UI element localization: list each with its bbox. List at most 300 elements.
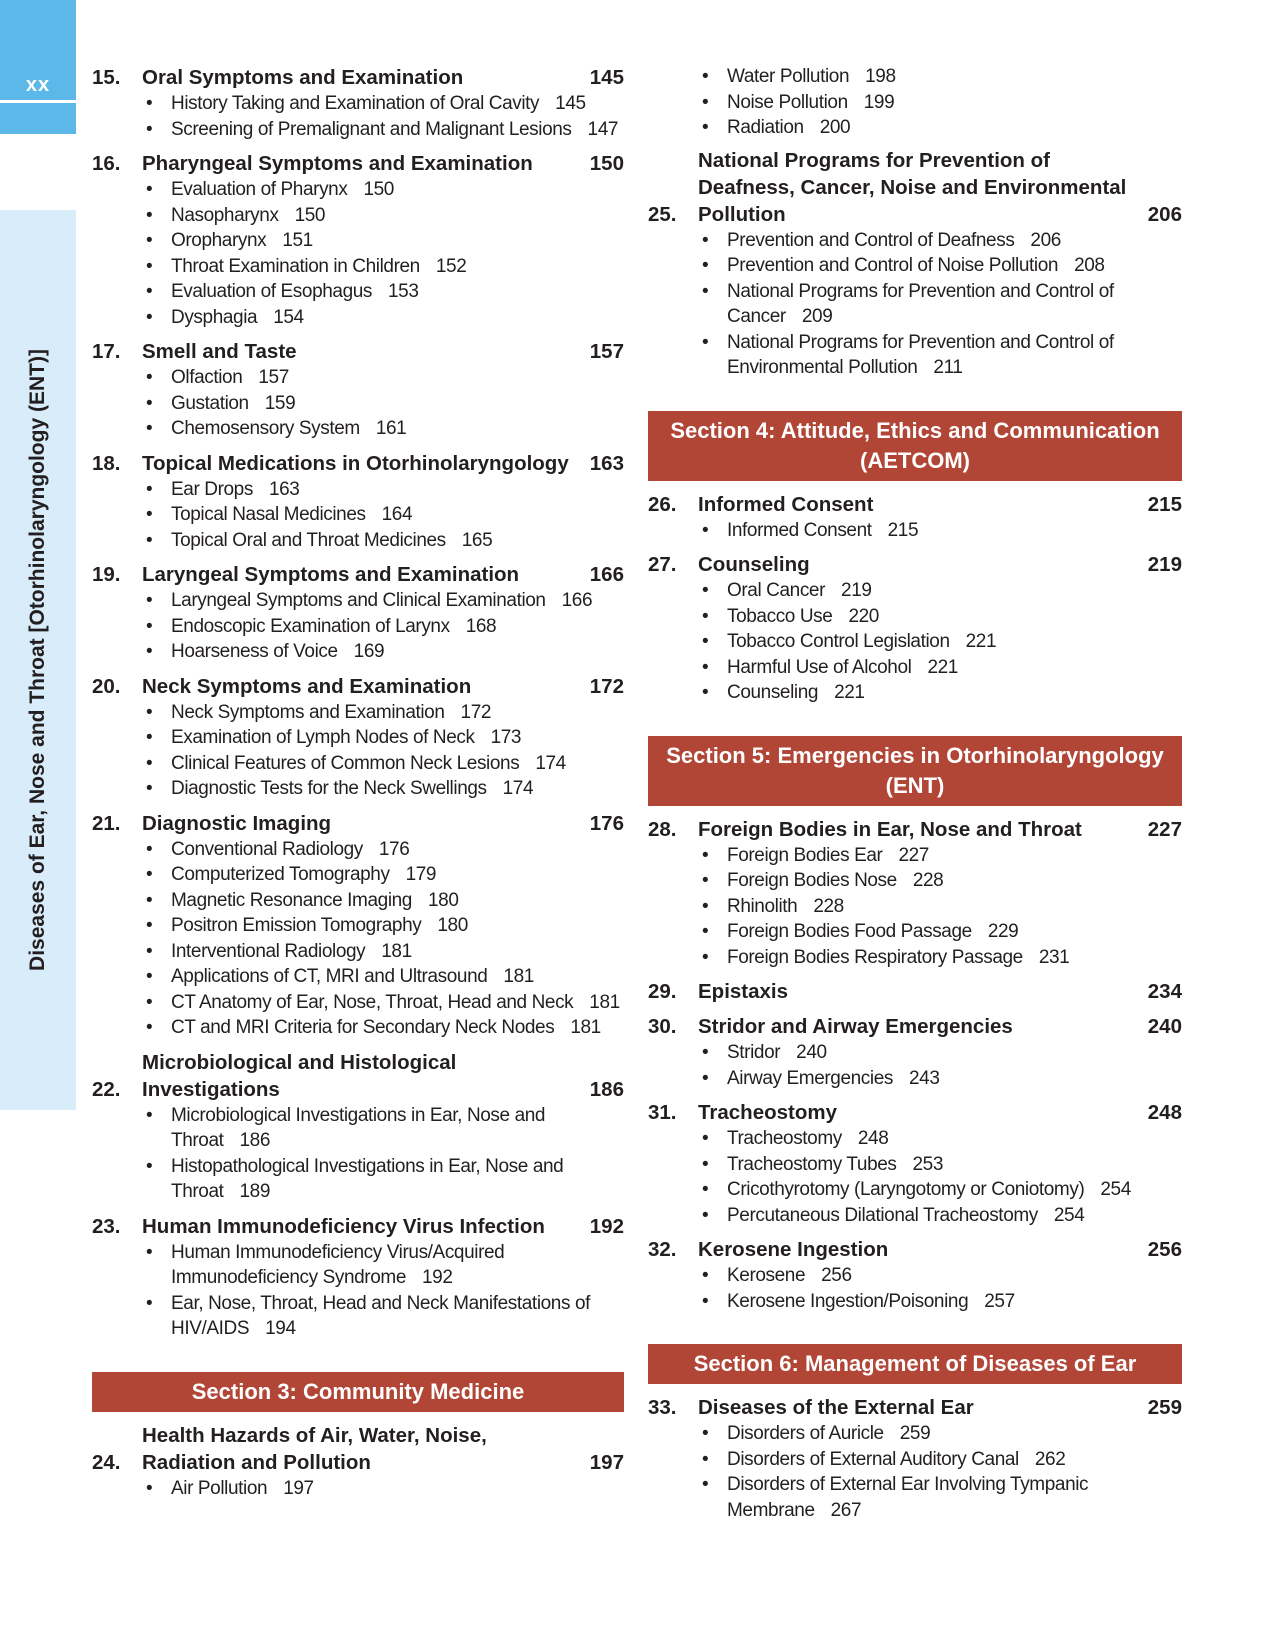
chapter-group xyxy=(648,491,1182,706)
topic-title: Kerosene Ingestion/Poisoning xyxy=(727,1290,969,1312)
chapter-page-number: 259 xyxy=(1147,1396,1182,1419)
topic-page-number: 165 xyxy=(461,529,493,551)
topic-page-number: 208 xyxy=(1074,255,1105,276)
topic-page-number: 157 xyxy=(258,367,289,388)
chapter-page-number: 166 xyxy=(589,563,624,586)
chapter-title: Laryngeal Symptoms and Examination xyxy=(142,563,520,586)
chapter-number: 18. xyxy=(92,451,121,475)
topic-page-number: 198 xyxy=(865,66,896,87)
chapter-heading xyxy=(648,491,1182,518)
page-tab xyxy=(0,0,76,134)
topic-item xyxy=(142,203,624,229)
chapter-entry xyxy=(92,673,624,802)
chapter-title: Topical Medications in Otorhinolaryngology xyxy=(142,451,569,475)
chapter-entry xyxy=(92,64,624,142)
topic-item xyxy=(142,776,624,802)
topic-page-number: 219 xyxy=(841,580,872,601)
topic-item xyxy=(698,1421,1182,1447)
topic-item xyxy=(142,614,624,640)
chapter-entry xyxy=(648,491,1182,544)
chapter-heading xyxy=(648,1099,1182,1126)
topic-page-number: 220 xyxy=(848,605,879,627)
topic-item xyxy=(142,502,624,528)
chapter-number: 31. xyxy=(648,1101,677,1124)
topic-title: Disorders of External Ear Involving Tympanic Membrane xyxy=(727,1474,1089,1521)
topic-item xyxy=(698,1289,1182,1315)
section-4-banner: Section 4: Attitude, Ethics and Communication (AETCOM) xyxy=(648,411,1182,481)
topic-item xyxy=(142,837,624,863)
topic-item xyxy=(698,279,1182,330)
chapter-page-number: 234 xyxy=(1147,980,1182,1003)
chapter-entry xyxy=(648,551,1182,706)
chapter-entry xyxy=(648,1236,1182,1314)
topic-title: Oropharynx xyxy=(171,230,267,251)
chapter-title: Microbiological and Histological Investigations xyxy=(142,1050,457,1101)
topic-item xyxy=(698,253,1182,279)
topic-item xyxy=(698,655,1182,681)
topic-title: Topical Oral and Throat Medicines xyxy=(171,529,446,551)
chapter-heading xyxy=(92,1213,624,1240)
chapter-title: Tracheostomy xyxy=(698,1101,837,1124)
topic-item xyxy=(142,700,624,726)
topic-page-number: 211 xyxy=(933,357,963,378)
topic-page-number: 197 xyxy=(283,1477,314,1499)
chapter-page-number: 248 xyxy=(1147,1101,1182,1124)
topic-item xyxy=(698,1263,1182,1289)
section-5-banner: Section 5: Emergencies in Otorhinolaryngology (ENT) xyxy=(648,736,1182,806)
left-column xyxy=(92,64,624,1509)
topic-page-number: 267 xyxy=(830,1499,862,1521)
topic-title: Microbiological Investigations in Ear, Nose and Throat xyxy=(171,1104,546,1151)
topic-item xyxy=(142,528,624,554)
topic-title: Air Pollution xyxy=(171,1477,268,1499)
topic-page-number: 163 xyxy=(268,478,300,500)
topic-page-number: 174 xyxy=(535,752,566,774)
chapter-number: 28. xyxy=(648,817,677,841)
topic-item xyxy=(142,990,624,1016)
topic-page-number: 168 xyxy=(465,615,497,637)
chapter-page-number: 186 xyxy=(589,1077,624,1101)
topic-item xyxy=(142,391,624,417)
chapter-page-number: 163 xyxy=(589,451,624,475)
topic-page-number: 164 xyxy=(381,504,413,525)
topic-title: Airway Emergencies xyxy=(727,1067,893,1089)
topic-page-number: 180 xyxy=(427,889,459,911)
topic-title: Tobacco Use xyxy=(727,605,833,627)
chapter-entry xyxy=(92,150,624,330)
chapter-page-number: 176 xyxy=(589,811,624,835)
topic-page-number: 253 xyxy=(912,1153,944,1175)
topic-page-number: 161 xyxy=(375,418,407,439)
chapter-number: 21. xyxy=(92,811,121,835)
topic-page-number: 186 xyxy=(239,1130,271,1151)
chapter-heading xyxy=(648,147,1182,228)
topic-item xyxy=(142,588,624,614)
chapter-entry xyxy=(92,561,624,665)
topic-page-number: 145 xyxy=(555,93,586,114)
chapter-entry xyxy=(648,1013,1182,1091)
topic-item xyxy=(142,1154,624,1205)
tab-divider xyxy=(0,100,76,103)
topic-item xyxy=(142,1103,624,1154)
chapter-title: Neck Symptoms and Examination xyxy=(142,674,472,698)
chapter-number: 22. xyxy=(92,1077,121,1101)
topic-title: Human Immunodeficiency Virus/Acquired Immunodeficiency Syndrome xyxy=(171,1241,505,1288)
topic-list xyxy=(92,837,624,1041)
topic-list xyxy=(92,1103,624,1205)
chapter-heading xyxy=(92,1422,624,1476)
topic-item xyxy=(142,416,624,442)
topic-title: Foreign Bodies Respiratory Passage xyxy=(727,946,1023,968)
chapter-heading xyxy=(648,1394,1182,1421)
topic-title: Tracheostomy Tubes xyxy=(727,1153,897,1175)
topic-title: Clinical Features of Common Neck Lesions xyxy=(171,752,520,774)
topic-title: Computerized Tomography xyxy=(171,864,390,885)
topic-list xyxy=(92,477,624,554)
chapter-page-number: 197 xyxy=(589,1450,624,1474)
topic-page-number: 180 xyxy=(437,915,468,936)
topic-title: Disorders of Auricle xyxy=(727,1423,884,1444)
section-3-banner: Section 3: Community Medicine xyxy=(92,1372,624,1412)
topic-page-number: 159 xyxy=(264,392,296,414)
chapter-heading xyxy=(92,64,624,91)
topic-item xyxy=(698,868,1182,894)
topic-page-number: 227 xyxy=(898,844,929,866)
topic-title: Evaluation of Pharynx xyxy=(171,179,348,200)
chapter-entry xyxy=(648,978,1182,1005)
topic-item xyxy=(698,680,1182,706)
chapter-heading xyxy=(648,978,1182,1005)
topic-item xyxy=(142,913,624,939)
topic-title: Neck Symptoms and Examination xyxy=(171,701,445,723)
topic-item xyxy=(142,279,624,305)
topic-title: Foreign Bodies Food Passage xyxy=(727,921,972,942)
topic-page-number: 248 xyxy=(857,1128,889,1149)
chapter-group xyxy=(92,64,624,1342)
topic-item xyxy=(698,115,1182,141)
topic-item xyxy=(142,1240,624,1291)
topic-item xyxy=(142,91,624,117)
topic-page-number: 192 xyxy=(422,1267,453,1288)
topic-item xyxy=(142,305,624,331)
right-column xyxy=(648,64,1182,1531)
chapter-page-number: 150 xyxy=(589,152,624,175)
chapter-number: 23. xyxy=(92,1214,121,1238)
chapter-page-number: 206 xyxy=(1147,202,1182,226)
topic-item xyxy=(142,477,624,503)
topic-title: Throat Examination in Children xyxy=(171,255,420,277)
topic-title: Foreign Bodies Ear xyxy=(727,844,883,866)
chapter-title: Smell and Taste xyxy=(142,340,297,363)
topic-title: Nasopharynx xyxy=(171,204,279,226)
topic-title: Prevention and Control of Noise Pollution xyxy=(727,255,1059,276)
chapter-number: 24. xyxy=(92,1450,121,1474)
topic-title: Applications of CT, MRI and Ultrasound xyxy=(171,966,488,987)
topic-list xyxy=(648,1040,1182,1091)
page-number: xx xyxy=(25,74,51,96)
chapter-entry xyxy=(92,810,624,1041)
chapter-entry xyxy=(92,450,624,554)
topic-item xyxy=(142,1476,624,1502)
topic-title: National Programs for Prevention and Control of Environmental Pollution xyxy=(727,331,1114,378)
topic-list xyxy=(648,518,1182,544)
topic-page-number: 221 xyxy=(834,682,865,703)
topic-item xyxy=(698,330,1182,381)
topic-title: Informed Consent xyxy=(727,519,872,541)
topic-item xyxy=(698,1040,1182,1066)
topic-list xyxy=(648,578,1182,706)
topic-item xyxy=(698,919,1182,945)
topic-page-number: 153 xyxy=(388,281,419,302)
topic-title: Foreign Bodies Nose xyxy=(727,870,897,891)
topic-list xyxy=(92,91,624,142)
chapter-entry xyxy=(648,1394,1182,1523)
chapter-title: Pharyngeal Symptoms and Examination xyxy=(142,152,533,175)
chapter-number: 20. xyxy=(92,674,121,698)
topic-item xyxy=(698,1152,1182,1178)
topic-item xyxy=(698,518,1182,544)
topic-item xyxy=(142,365,624,391)
topic-item xyxy=(142,228,624,254)
chapter-heading xyxy=(92,561,624,588)
topic-page-number: 229 xyxy=(987,921,1019,942)
chapter-entry xyxy=(92,1049,624,1205)
topic-page-number: 221 xyxy=(927,656,958,678)
chapter-title: National Programs for Prevention of Deafness, Cancer, Noise and Environmental Pollution xyxy=(698,148,1127,226)
chapter-number: 29. xyxy=(648,980,677,1003)
topic-page-number: 174 xyxy=(502,778,534,799)
chapter-title: Informed Consent xyxy=(698,492,874,516)
chapter-group xyxy=(648,1394,1182,1523)
topic-page-number: 147 xyxy=(587,118,619,140)
chapter-number: 27. xyxy=(648,553,677,576)
topic-item xyxy=(142,117,624,143)
chapter-heading xyxy=(648,1236,1182,1263)
topic-page-number: 181 xyxy=(503,966,534,987)
topic-page-number: 189 xyxy=(239,1181,271,1202)
topic-item xyxy=(698,228,1182,254)
topic-title: Laryngeal Symptoms and Clinical Examination xyxy=(171,590,546,611)
topic-item xyxy=(698,1472,1182,1523)
topic-title: Olfaction xyxy=(171,367,243,388)
chapter-title: Foreign Bodies in Ear, Nose and Throat xyxy=(698,817,1082,841)
topic-title: Magnetic Resonance Imaging xyxy=(171,889,412,911)
topic-item xyxy=(698,629,1182,655)
topic-page-number: 259 xyxy=(899,1423,931,1444)
side-title: Diseases of Ear, Nose and Throat [Otorhinolaryngology (ENT)] xyxy=(26,349,49,971)
topic-page-number: 169 xyxy=(353,641,385,662)
topic-title: Endoscopic Examination of Larynx xyxy=(171,615,450,637)
topic-list xyxy=(92,1240,624,1342)
topic-title: Oral Cancer xyxy=(727,580,826,601)
topic-title: Histopathological Investigations in Ear, Nose and Throat xyxy=(171,1155,564,1202)
topic-page-number: 243 xyxy=(908,1067,940,1089)
chapter-page-number: 215 xyxy=(1147,492,1182,516)
topic-page-number: 262 xyxy=(1034,1448,1066,1470)
chapter-number: 33. xyxy=(648,1396,677,1419)
topic-item xyxy=(698,1066,1182,1092)
chapter-number: 19. xyxy=(92,563,121,586)
topic-title: Ear Drops xyxy=(171,478,253,500)
topic-title: Water Pollution xyxy=(727,66,850,87)
continued-topic-list xyxy=(648,64,1182,141)
topic-list xyxy=(92,177,624,330)
topic-item xyxy=(142,725,624,751)
topic-page-number: 231 xyxy=(1038,946,1070,968)
topic-item xyxy=(142,862,624,888)
topic-title: Prevention and Control of Deafness xyxy=(727,229,1015,251)
chapter-entry xyxy=(648,816,1182,971)
chapter-entry xyxy=(92,338,624,442)
topic-page-number: 181 xyxy=(381,940,412,962)
topic-page-number: 179 xyxy=(405,864,437,885)
chapter-entry xyxy=(648,1099,1182,1228)
topic-item xyxy=(698,1447,1182,1473)
topic-page-number: 166 xyxy=(561,590,593,611)
topic-title: Examination of Lymph Nodes of Neck xyxy=(171,727,475,748)
topic-page-number: 152 xyxy=(435,255,467,277)
topic-title: Ear, Nose, Throat, Head and Neck Manifestations of HIV/AIDS xyxy=(171,1292,590,1339)
chapter-number: 15. xyxy=(92,66,121,89)
chapter-heading xyxy=(648,1013,1182,1040)
chapter-title: Stridor and Airway Emergencies xyxy=(698,1015,1013,1038)
topic-item xyxy=(698,1203,1182,1229)
topic-page-number: 154 xyxy=(273,306,304,328)
topic-page-number: 221 xyxy=(965,631,997,652)
chapter-title: Human Immunodeficiency Virus Infection xyxy=(142,1214,545,1238)
chapter-page-number: 227 xyxy=(1147,817,1182,841)
topic-title: Cricothyrotomy (Laryngotomy or Coniotomy) xyxy=(727,1179,1085,1200)
topic-title: Disorders of External Auditory Canal xyxy=(727,1448,1019,1470)
chapter-page-number: 256 xyxy=(1147,1238,1182,1261)
topic-page-number: 240 xyxy=(796,1042,827,1063)
topic-title: Noise Pollution xyxy=(727,91,848,113)
topic-list xyxy=(648,1126,1182,1228)
chapter-entry xyxy=(92,1213,624,1342)
topic-title: Tobacco Control Legislation xyxy=(727,631,950,652)
topic-title: Harmful Use of Alcohol xyxy=(727,656,912,678)
topic-list xyxy=(92,700,624,802)
topic-title: Counseling xyxy=(727,682,819,703)
chapter-title: Oral Symptoms and Examination xyxy=(142,66,464,89)
topic-page-number: 172 xyxy=(460,701,492,723)
chapter-title: Health Hazards of Air, Water, Noise, Radiation and Pollution xyxy=(142,1423,487,1474)
topic-title: CT and MRI Criteria for Secondary Neck Nodes xyxy=(171,1017,555,1038)
topic-page-number: 215 xyxy=(887,519,919,541)
chapter-heading xyxy=(648,551,1182,578)
topic-page-number: 173 xyxy=(490,727,522,748)
topic-page-number: 181 xyxy=(570,1017,601,1038)
chapter-number: 32. xyxy=(648,1238,677,1261)
topic-item xyxy=(698,1177,1182,1203)
topic-title: Screening of Premalignant and Malignant Lesions xyxy=(171,118,572,140)
topic-item xyxy=(698,64,1182,90)
topic-title: Interventional Radiology xyxy=(171,940,366,962)
chapter-page-number: 172 xyxy=(589,674,624,698)
topic-item xyxy=(698,894,1182,920)
topic-item xyxy=(142,1291,624,1342)
topic-list xyxy=(92,365,624,442)
topic-title: Conventional Radiology xyxy=(171,838,363,860)
chapter-title: Diagnostic Imaging xyxy=(142,811,332,835)
chapter-number: 30. xyxy=(648,1015,677,1038)
topic-item xyxy=(142,639,624,665)
topic-item xyxy=(698,843,1182,869)
topic-list xyxy=(92,1476,624,1502)
topic-page-number: 228 xyxy=(912,870,944,891)
topic-item xyxy=(142,177,624,203)
topic-title: Diagnostic Tests for the Neck Swellings xyxy=(171,778,487,799)
topic-item xyxy=(698,945,1182,971)
topic-page-number: 228 xyxy=(813,895,844,917)
topic-page-number: 254 xyxy=(1100,1179,1131,1200)
chapter-group xyxy=(648,816,1182,1315)
chapter-page-number: 240 xyxy=(1147,1015,1182,1038)
topic-page-number: 206 xyxy=(1030,229,1061,251)
chapter-title: Counseling xyxy=(698,553,810,576)
topic-item xyxy=(142,939,624,965)
topic-item xyxy=(142,888,624,914)
topic-title: Positron Emission Tomography xyxy=(171,915,422,936)
topic-title: Radiation xyxy=(727,117,804,138)
chapter-page-number: 157 xyxy=(589,340,624,363)
topic-list xyxy=(648,1263,1182,1314)
topic-title: CT Anatomy of Ear, Nose, Throat, Head and Neck xyxy=(171,991,574,1013)
topic-item xyxy=(698,90,1182,116)
topic-page-number: 151 xyxy=(282,230,313,251)
chapter-heading xyxy=(648,816,1182,843)
chapter-heading xyxy=(92,150,624,177)
topic-title: Percutaneous Dilational Tracheostomy xyxy=(727,1204,1038,1226)
chapter-entry xyxy=(648,147,1182,381)
chapter-group xyxy=(92,1422,624,1502)
topic-page-number: 181 xyxy=(589,991,620,1013)
topic-title: Rhinolith xyxy=(727,895,798,917)
chapter-entry xyxy=(92,1422,624,1502)
chapter-number: 17. xyxy=(92,340,121,363)
topic-title: Topical Nasal Medicines xyxy=(171,504,366,525)
topic-item xyxy=(698,604,1182,630)
topic-item xyxy=(698,578,1182,604)
chapter-heading xyxy=(92,673,624,700)
topic-item xyxy=(698,1126,1182,1152)
chapter-number: 16. xyxy=(92,152,121,175)
chapter-title: Kerosene Ingestion xyxy=(698,1238,889,1261)
topic-item xyxy=(142,751,624,777)
topic-page-number: 199 xyxy=(863,91,895,113)
topic-title: Tracheostomy xyxy=(727,1128,842,1149)
topic-page-number: 200 xyxy=(819,117,851,138)
chapter-heading xyxy=(92,1049,624,1103)
chapter-title: Epistaxis xyxy=(698,980,789,1003)
topic-title: Hoarseness of Voice xyxy=(171,641,338,662)
chapter-group xyxy=(648,147,1182,381)
topic-title: History Taking and Examination of Oral Cavity xyxy=(171,93,540,114)
topic-title: Evaluation of Esophagus xyxy=(171,281,373,302)
chapter-number: 25. xyxy=(648,202,677,226)
chapter-title: Diseases of the External Ear xyxy=(698,1396,974,1419)
chapter-heading xyxy=(92,338,624,365)
chapter-page-number: 145 xyxy=(589,66,624,89)
chapter-heading xyxy=(92,450,624,477)
topic-list xyxy=(648,228,1182,381)
chapter-number: 26. xyxy=(648,492,677,516)
section-6-banner: Section 6: Management of Diseases of Ear xyxy=(648,1344,1182,1384)
topic-item xyxy=(142,964,624,990)
topic-title: National Programs for Prevention and Control of Cancer xyxy=(727,280,1114,327)
topic-title: Gustation xyxy=(171,392,249,414)
topic-page-number: 150 xyxy=(294,204,326,226)
